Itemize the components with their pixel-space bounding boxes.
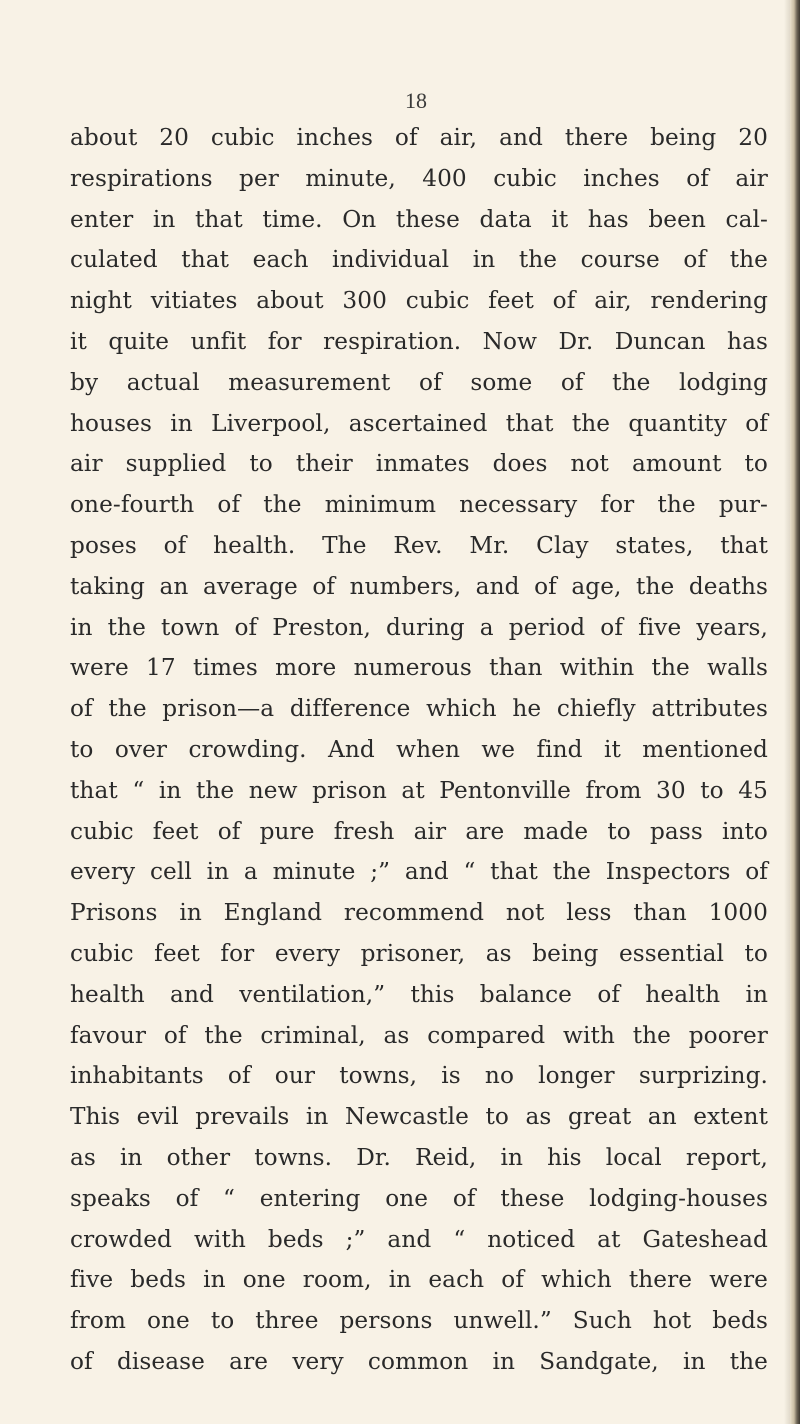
text-line: to over crowding. And when we find it mentioned — [70, 735, 768, 763]
text-line: five beds in one room, in each of which there were — [70, 1266, 768, 1294]
text-line: health and ventilation,” this balance of health in — [70, 980, 768, 1008]
page-number: 18 — [405, 88, 427, 113]
text-line: one-fourth of the minimum necessary for the pur- — [70, 491, 768, 519]
text-line: poses of health. The Rev. Mr. Clay states, that — [70, 531, 768, 559]
body-text — [70, 118, 768, 1383]
text-line: it quite unfit for respiration. Now Dr. Duncan has — [70, 327, 768, 355]
text-line: culated that each individual in the course of the — [70, 246, 768, 274]
text-line: were 17 times more numerous than within the walls — [70, 654, 768, 682]
page-edge — [790, 0, 800, 1424]
text-line: cubic feet for every prisoner, as being essential to — [70, 939, 768, 967]
text-line: cubic feet of pure fresh air are made to pass into — [70, 817, 768, 845]
text-line: Prisons in England recommend not less than 1000 — [70, 899, 768, 927]
text-line: favour of the criminal, as compared with the poorer — [70, 1021, 768, 1049]
text-line: that “ in the new prison at Pentonville from 30 to 45 — [70, 776, 768, 804]
text-line: inhabitants of our towns, is no longer surprizing. — [70, 1062, 768, 1090]
text-line: from one to three persons unwell.” Such hot beds — [70, 1307, 768, 1335]
text-line: crowded with beds ;” and “ noticed at Gateshead — [70, 1225, 768, 1253]
text-line: of the prison—a difference which he chiefly attributes — [70, 695, 768, 723]
text-line: every cell in a minute ;” and “ that the Inspectors of — [70, 858, 768, 886]
text-line: of disease are very common in Sandgate, in the — [70, 1347, 768, 1375]
text-line: speaks of “ entering one of these lodging-houses — [70, 1184, 768, 1212]
text-line: houses in Liverpool, ascertained that the quantity of — [70, 409, 768, 437]
text-line: enter in that time. On these data it has been cal- — [70, 205, 768, 233]
text-line: about 20 cubic inches of air, and there being 20 — [70, 124, 768, 151]
text-line: This evil prevails in Newcastle to as great an extent — [70, 1103, 768, 1131]
text-line: respirations per minute, 400 cubic inches of air — [70, 164, 768, 192]
text-line: by actual measurement of some of the lodging — [70, 368, 768, 396]
text-line: night vitiates about 300 cubic feet of air, rendering — [70, 287, 768, 315]
text-line: taking an average of numbers, and of age, the deaths — [70, 572, 768, 600]
text-line: as in other towns. Dr. Reid, in his local report, — [70, 1143, 768, 1171]
text-line: air supplied to their inmates does not amount to — [70, 450, 768, 478]
text-line: in the town of Preston, during a period of five years, — [70, 613, 768, 641]
